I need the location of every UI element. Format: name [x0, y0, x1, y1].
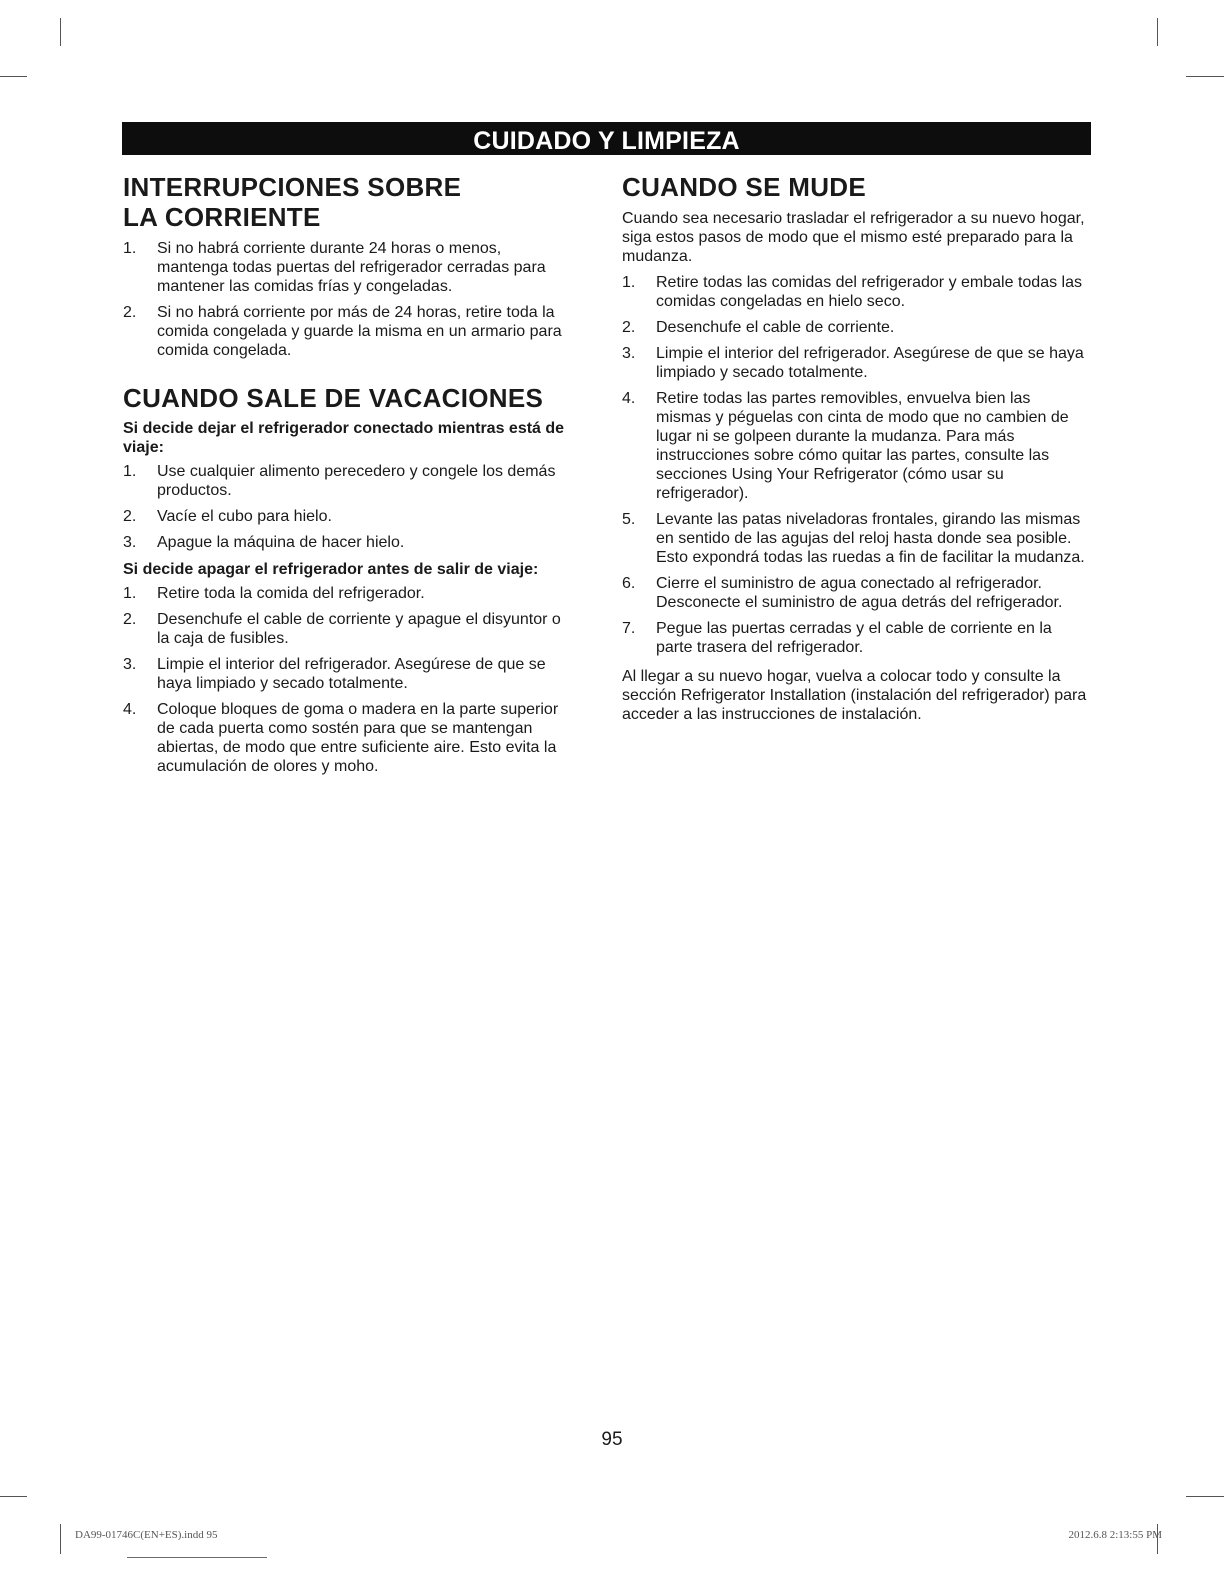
list-item-text: Coloque bloques de goma o madera en la parte superior de cada puerta como sostén para que se mantengan abiertas, de modo que entre suficiente aire. Esto evita la acumulación de olores y moho. [157, 701, 559, 775]
list-item-text: Pegue las puertas cerradas y el cable de corriente en la parte trasera del refrigerador. [656, 620, 1052, 656]
power-outage-heading-line2: LA CORRIENTE [123, 202, 321, 232]
list-item-number: 7. [622, 620, 636, 637]
footer-timestamp: 2012.6.8 2:13:55 PM [1068, 1529, 1162, 1541]
list-item [622, 510, 1087, 567]
list-item-number: 1. [123, 463, 137, 480]
vacation-subheading-off: Si decide apagar el refrigerador antes de salir de viaje: [123, 561, 539, 578]
list-item-number: 2. [123, 611, 137, 628]
vacation-heading: CUANDO SALE DE VACACIONES [123, 383, 544, 413]
crop-mark [1186, 1496, 1224, 1497]
moving-intro: Cuando sea necesario trasladar el refrigerador a su nuevo hogar, siga estos pasos de modo que el mismo esté preparado para la mudanza. [622, 210, 1085, 265]
moving-list [622, 273, 1087, 657]
list-item-text: Desenchufe el cable de corriente y apague el disyuntor o la caja de fusibles. [157, 611, 561, 647]
list-item [123, 239, 568, 296]
list-item-number: 3. [622, 345, 636, 362]
list-item-number: 1. [123, 240, 137, 257]
crop-mark [0, 1496, 27, 1497]
list-item [123, 700, 568, 776]
list-item [622, 574, 1087, 612]
list-item [123, 655, 568, 693]
crop-mark [1157, 18, 1158, 46]
list-item [123, 507, 568, 526]
list-item-text: Use cualquier alimento perecedero y congele los demás productos. [157, 463, 556, 499]
right-column [622, 172, 1087, 724]
vacation-off-list [123, 584, 568, 776]
list-item-text: Limpie el interior del refrigerador. Asegúrese de que se haya limpiado y secado totalmente. [656, 345, 1084, 381]
footer-underline [127, 1557, 267, 1558]
section-header-bar [122, 122, 1091, 155]
list-item-number: 3. [123, 534, 137, 551]
power-outage-list [123, 239, 568, 360]
list-item-text: Retire todas las comidas del refrigerador y embale todas las comidas congeladas en hielo seco. [656, 274, 1082, 310]
list-item-number: 3. [123, 656, 137, 673]
vacation-connected-list [123, 462, 568, 552]
list-item-text: Retire todas las partes removibles, envuelva bien las mismas y péguelas con cinta de modo que no cambien de lugar ni se golpeen durante la mudanza. Para más instrucciones sobre cómo quitar las partes, consulte las secciones Using Your Refrigerator (cómo usar su refrigerador). [656, 390, 1069, 502]
list-item [123, 610, 568, 648]
list-item [123, 584, 568, 603]
list-item [123, 303, 568, 360]
list-item-number: 2. [622, 319, 636, 336]
list-item-number: 5. [622, 511, 636, 528]
crop-mark [60, 1524, 61, 1554]
list-item [622, 619, 1087, 657]
list-item [622, 344, 1087, 382]
page-number: 95 [601, 1429, 623, 1450]
list-item [622, 389, 1087, 503]
list-item-text: Desenchufe el cable de corriente. [656, 319, 895, 336]
section-header-title: CUIDADO Y LIMPIEZA [473, 127, 740, 155]
footer-file-info: DA99-01746C(EN+ES).indd 95 [75, 1529, 218, 1541]
list-item-number: 4. [622, 390, 636, 407]
list-item-text: Si no habrá corriente durante 24 horas o menos, mantenga todas puertas del refrigerador cerradas para mantener las comidas frías y congeladas. [157, 240, 546, 295]
list-item-text: Limpie el interior del refrigerador. Asegúrese de que se haya limpiado y secado totalmente. [157, 656, 546, 692]
moving-outro: Al llegar a su nuevo hogar, vuelva a colocar todo y consulte la sección Refrigerator Installation (instalación del refrigerador) para acceder a las instrucciones de instalación. [622, 668, 1087, 723]
list-item-text: Cierre el suministro de agua conectado al refrigerador. Desconecte el suministro de agua detrás del refrigerador. [656, 575, 1063, 611]
list-item [123, 462, 568, 500]
list-item-text: Vacíe el cubo para hielo. [157, 508, 332, 525]
list-item-number: 2. [123, 304, 137, 321]
moving-heading: CUANDO SE MUDE [622, 172, 866, 202]
power-outage-heading [123, 172, 568, 232]
vacation-subheading-connected: Si decide dejar el refrigerador conectado mientras está de viaje: [123, 420, 565, 456]
crop-mark [0, 76, 27, 77]
list-item-number: 4. [123, 701, 137, 718]
list-item-number: 6. [622, 575, 636, 592]
crop-mark [60, 18, 61, 46]
list-item [123, 533, 568, 552]
list-item-text: Retire toda la comida del refrigerador. [157, 585, 425, 602]
list-item-text: Levante las patas niveladoras frontales, girando las mismas en sentido de las agujas del reloj hasta donde sea posible. Esto expondrá todas las ruedas a fin de facilitar la mudanza. [656, 511, 1085, 566]
list-item-text: Si no habrá corriente por más de 24 horas, retire toda la comida congelada y guarde la misma en un armario para comida congelada. [157, 304, 562, 359]
list-item-number: 2. [123, 508, 137, 525]
crop-mark [1186, 76, 1224, 77]
list-item-text: Apague la máquina de hacer hielo. [157, 534, 405, 551]
list-item [622, 318, 1087, 337]
list-item [622, 273, 1087, 311]
list-item-number: 1. [622, 274, 636, 291]
left-column [123, 172, 568, 783]
power-outage-heading-line1: INTERRUPCIONES SOBRE [123, 172, 462, 202]
list-item-number: 1. [123, 585, 137, 602]
